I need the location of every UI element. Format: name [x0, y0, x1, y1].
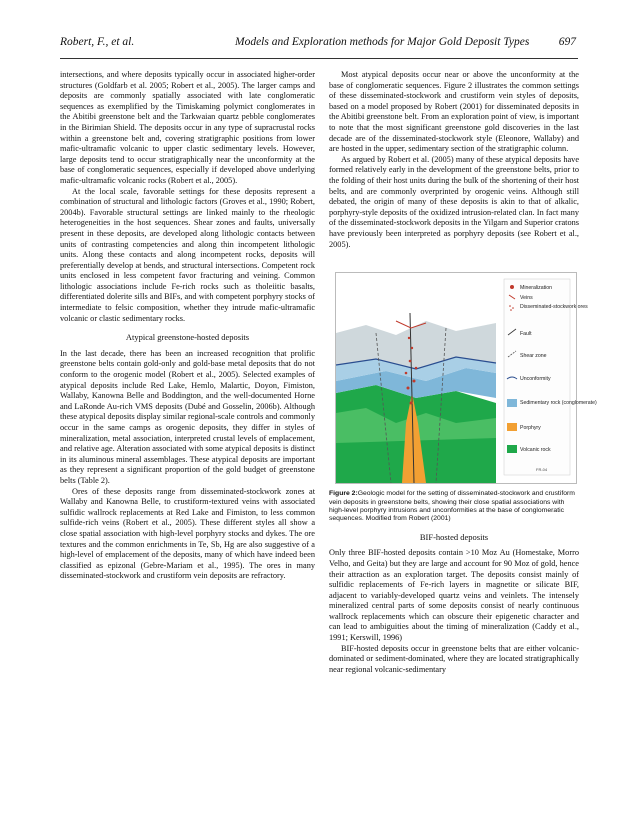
header-title: Models and Exploration methods for Major Gold Deposit Types [235, 36, 530, 48]
header-authors: Robert, F., et al. [60, 36, 135, 48]
paragraph: At the local scale, favorable settings for these deposits represent a combination of structural and lithologic factors (Groves et al., 1990; Robert, 2004b). Favorable structural settings are linked mainly to the rheologic heterogeneities in the host sequences. Shear zones and faults, universally present in these deposits, are developed along lithologic contacts between units of contrasting competencies and along thin incompetent lithologic units. Along these contacts and along incompetent rocks, deposits will preferentially develop at bends, and structural intersections. Competent rock units enclosed in less competent favor fracturing and veining. Common lithologic associations include Fe-rich rocks such as tholeiitic basalts, differentiated dolerite sills and BIFs, and with competent porphyry stocks of intermediate to felsic composition, whether they intrude mafic-ultramafic volcanic or clastic sedimentary rocks. [60, 186, 315, 323]
paragraph: Ores of these deposits range from disseminated-stockwork zones at Wallaby and Kanowna Belle, to crustiform-textured veins with associated sulfidic wallrock replacements at Red Lake and Fimiston, to less common sulfide-rich veins (Robert et al., 2005). These different styles all show a close spatial association with high-level porphyry stocks and dykes. The ore textures and the common enrichments in Te, Sb, Hg are also suggestive of a high-level of emplacement of the deposits, many of which have indeed been classified as epizonal (Gebre-Mariam et al., 1995). The ores in many disseminated-stockwork and crustiform vein deposits are refractory. [60, 486, 315, 581]
legend-label: Veins [520, 295, 533, 302]
running-header [60, 36, 576, 52]
paragraph: In the last decade, there has been an increased recognition that prolific greenstone belts contain gold-only and gold-base metal deposits that do not conform to the orogenic model (Robert et al., 2005). Selected examples of atypical deposits include Red Lake, Hemlo, Malartic, Doyon, Fimiston, Wallaby, Kanowna Belle and Boddington, and the well-documented Horne and LaRonde Au-rich VMS deposits (Dubé and Gosselin, 2006b). Although these atypical deposits display similar regional-scale controls and commonly occur in the same camps as orogenic deposits, they differ in styles of mineralization, metal association, interpreted crustal levels of emplacement, and relative age. Alteration associated with some atypical deposits is distinct in its aluminous mineral assemblages. These atypical deposits are important as they represent a significant proportion of the gold budget of greenstone belts (Table 2). [60, 348, 315, 485]
paragraph: Only three BIF-hosted deposits contain >10 Moz Au (Homestake, Morro Velho, and Geita) but they are large and account for 90 Moz of gold, hence their attraction as an exploration target. The deposits consist mainly of sulfidic replacements of Fe-rich layers in magnetite or silicate BIF, adjacent to variably-developed quartz veins and veinlets. The intensely mineralized central parts of some deposits consist of nearly continuous wallrock replacements which can obscure their epigenetic character and can lead to ambiguities about the timing of mineralization (Caddy et al., 1991; Kerswill, 1996) [329, 548, 579, 643]
legend-label: Disseminated-stockwork ores [520, 304, 588, 311]
figure-caption [329, 490, 579, 524]
geologic-model-diagram [336, 273, 597, 483]
legend-label: Porphyry [520, 425, 541, 432]
caption-label: Figure 2: [329, 490, 358, 498]
left-column [60, 70, 315, 582]
legend-label: Sedimentary rock (conglomerate) [520, 400, 597, 407]
section-heading: BIF-hosted deposits [419, 531, 489, 542]
legend-label: Fault [520, 331, 532, 338]
legend-label: Shear zone [520, 353, 547, 360]
figure-2-geologic-model [335, 272, 597, 484]
legend-label: Unconformity [520, 376, 551, 383]
paragraph: Most atypical deposits occur near or above the unconformity at the base of conglomeratic sequences. Figure 2 illustrates the common settings of these disseminated-stockwork and crustiform vein styles of deposits, based on a model proposed by Robert (2001) for disseminated deposits in the Abitibi greenstone belt. From an exploration point of view, is important to note that the most significant greenstone gold discoveries in the last decade are of the disseminated-stockwork style (Eleonore, Wallaby) and are hosted in the upper, sedimentary section of the stratigraphic column. [329, 70, 579, 154]
legend-label: Mineralization [520, 285, 553, 292]
right-column [329, 70, 597, 675]
figure-legend [504, 279, 597, 475]
paragraph: intersections, and where deposits typically occur in associated higher-order structures (Goldfarb et al. 2005; Robert et al., 2005). The larger camps and deposits are commonly spatially associated with late conglomeratic sequences as exemplified by the Timiskaming polymict conglomerates in the Abitibi greenstone belt and the Tarkwaian quartz pebble conglomerates in the Birimian Shield. The deposits occur in any type of supracrustal rocks within a greenstone belt and, covering stratigraphic positions from lower mafic-ultramafic volcanic to upper clastic sedimentary levels. However, large deposits tend to occur stratigraphically near the unconformity at the base of conglomeratic sequences, especially if developed above underlying mafic-ultramafic volcanic rocks (Robert et al., 2005). [60, 70, 315, 185]
section-heading: Atypical greenstone-hosted deposits [125, 332, 250, 343]
paragraph: BIF-hosted deposits occur in greenstone belts that are either volcanic-dominated or sediment-dominated, where they are located stratigraphically near regional volcanic-sedimentary [329, 643, 579, 674]
figure-id: FR-04 [536, 467, 548, 473]
legend-label: Volcanic rock [520, 447, 551, 454]
caption-text: Geologic model for the setting of disseminated-stockwork and crustiform vein deposits in greenstone belts, showing their close spatial associations with high-level porphyry intrusions and unconformities at the base of conglomeratic sequences. Modified from Robert (2001) [329, 490, 575, 523]
header-rule [60, 58, 578, 59]
page-number: 697 [558, 36, 576, 48]
paragraph: As argued by Robert et al. (2005) many of these atypical deposits have formed relatively early in the development of the greenstone belts, prior to the folding of their host units during the bulk of the shortening of their host belts, and are commonly overprinted by orogenic veins. Although still debated, the origin of many of these deposits is akin to that of alkalic, porphyry-style deposits of the oxidized intrusion-related clan. In fact many of the disseminated-stockwork deposits in the Yilgarn and Superior cratons have previously been interpreted as porphyry deposits (see Robert et al., 2005). [329, 154, 579, 249]
